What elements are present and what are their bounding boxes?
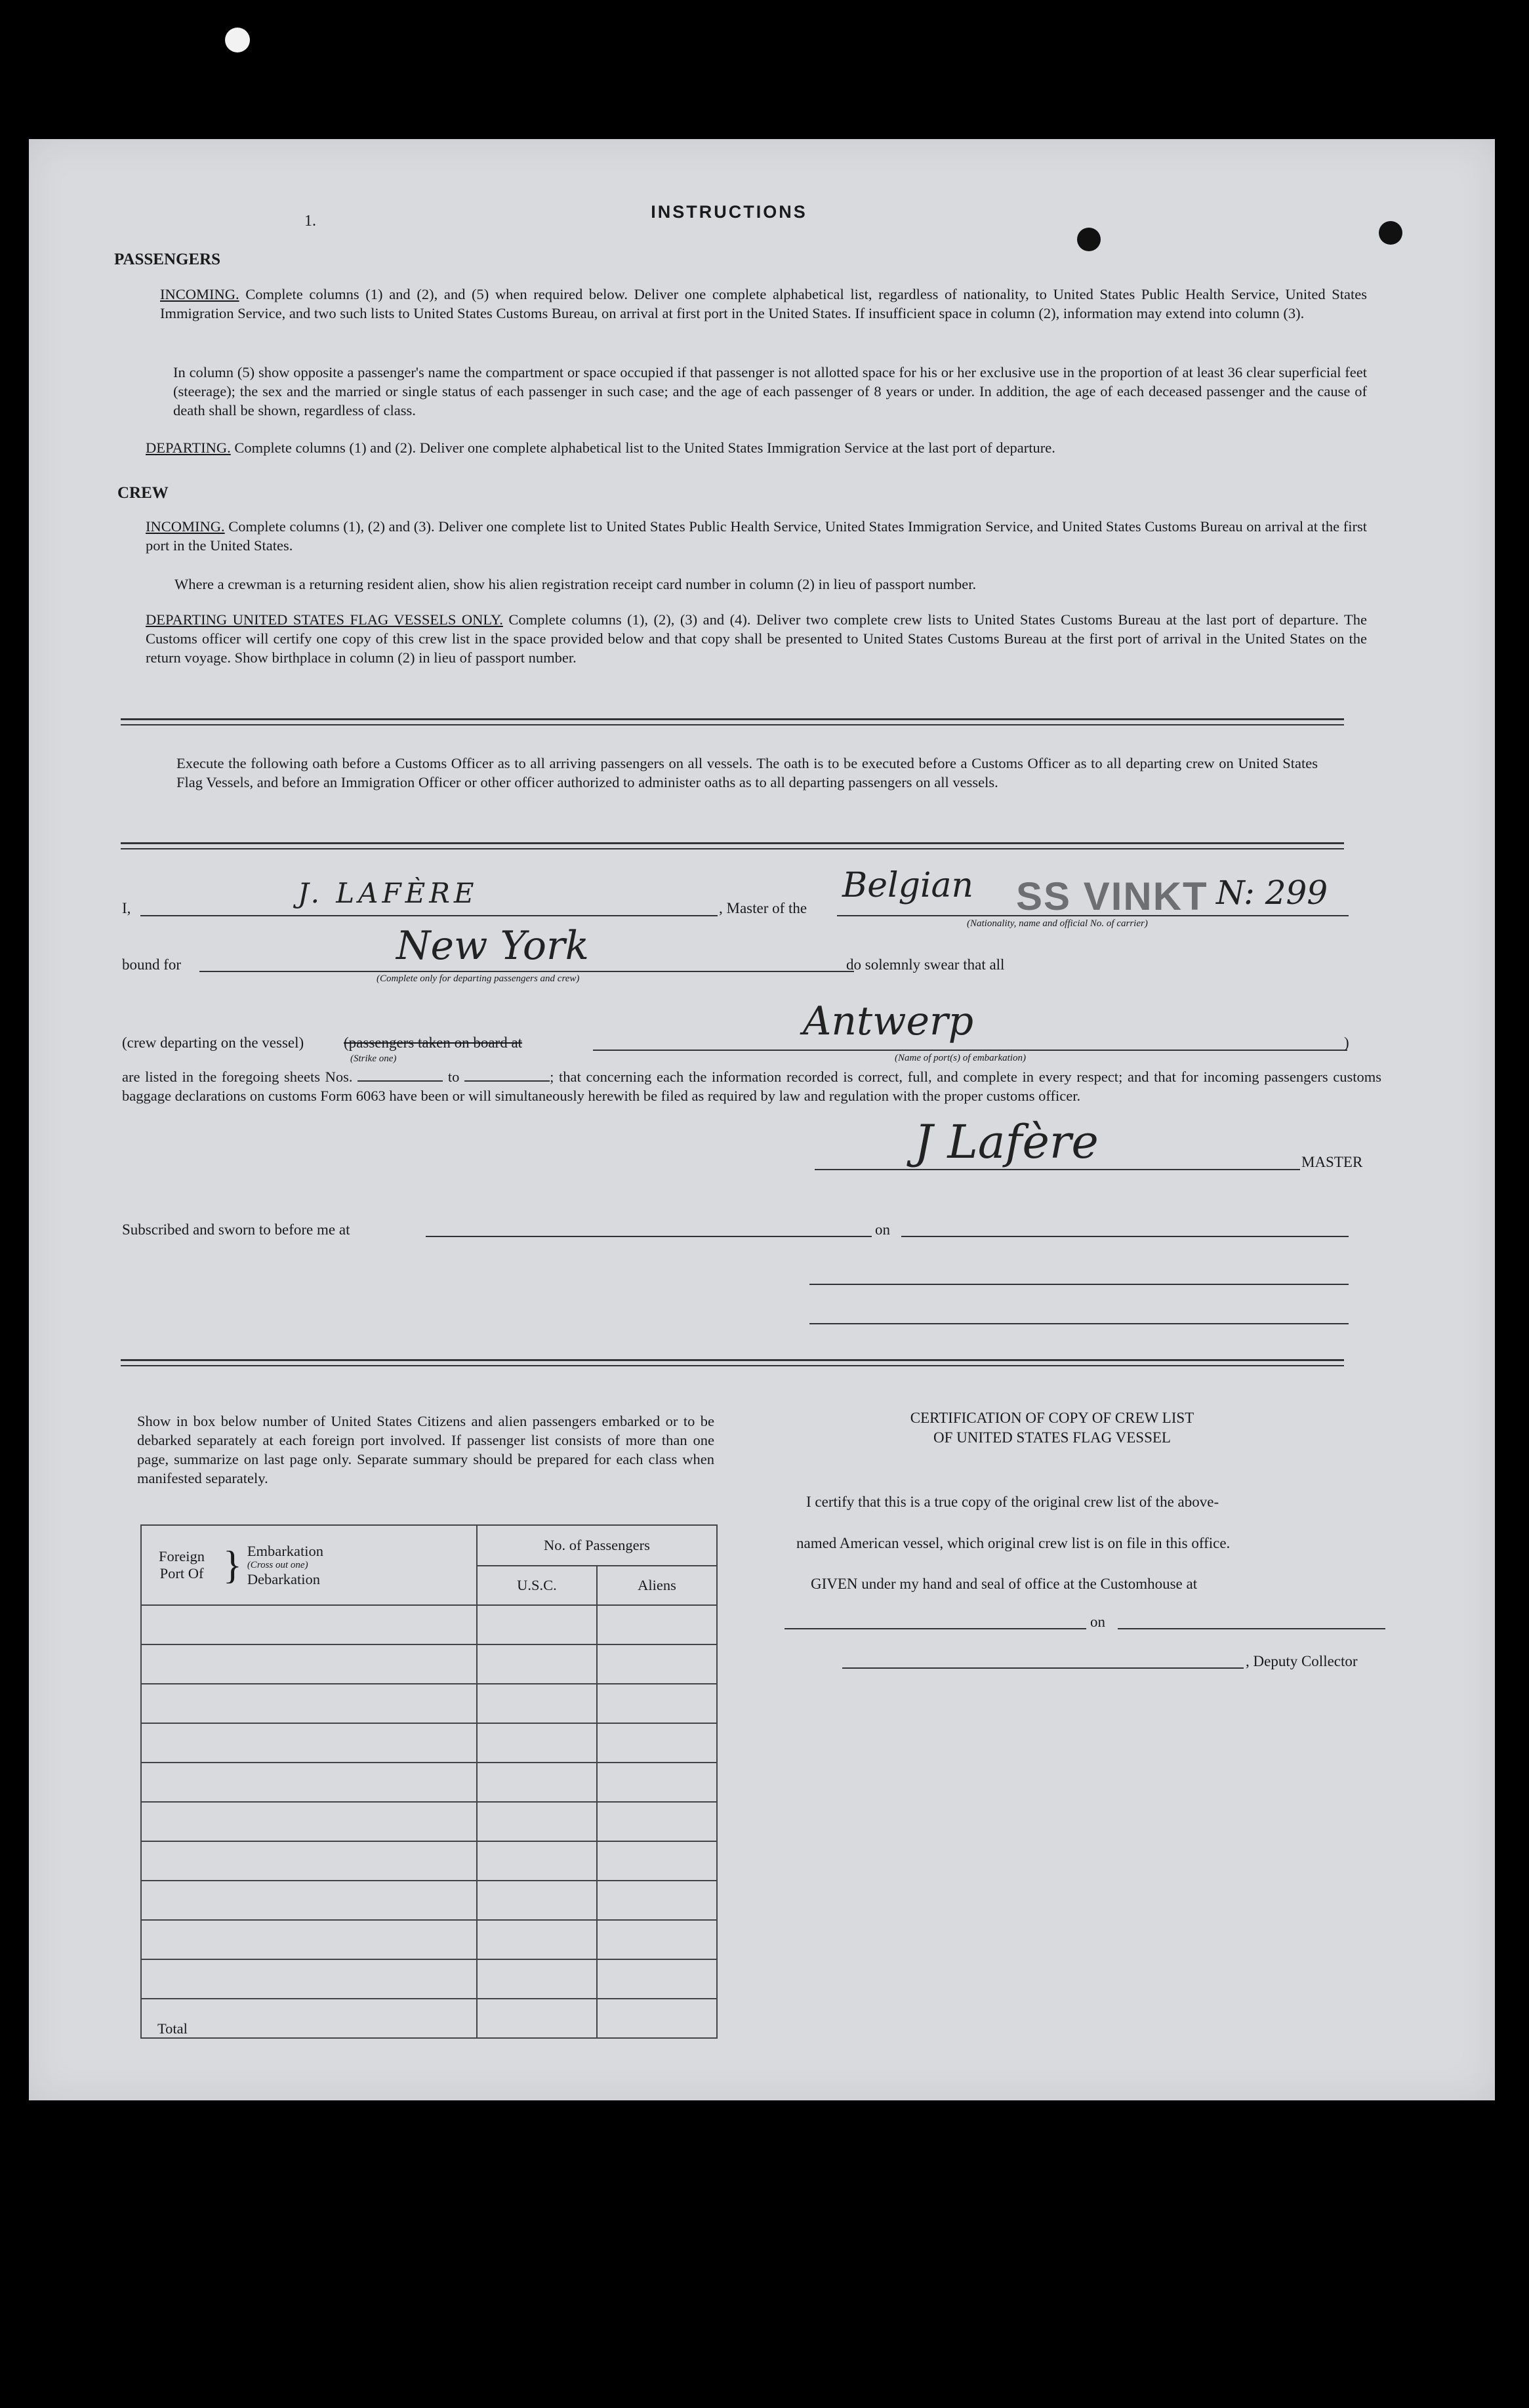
bound-for-value: New York bbox=[396, 923, 589, 969]
departing-text: Complete columns (1) and (2). Deliver one complete alphabetical list to the United States Immigration Service at the last port of departure. bbox=[234, 439, 1055, 456]
deputy-label: , Deputy Collector bbox=[1246, 1653, 1358, 1669]
master-label: MASTER bbox=[1301, 1154, 1363, 1170]
cross-out-label: (Cross out one) bbox=[247, 1559, 308, 1570]
table-row[interactable] bbox=[141, 1763, 717, 1802]
port-value: Antwerp bbox=[803, 998, 974, 1044]
oath-intro: Execute the following oath before a Customs Officer as to all arriving passengers on all vessels. The oath is to be executed before a Customs Officer as to all departing crew on United States Flag Vessels, and before an Immigration Officer or other officer authorized to administer oaths as to all departing passengers on all vessels. bbox=[176, 755, 1318, 790]
close-paren: ) bbox=[1344, 1034, 1349, 1051]
subscribed-label: Subscribed and sworn to before me at bbox=[122, 1221, 350, 1238]
certification-title-line2: OF UNITED STATES FLAG VESSEL bbox=[933, 1429, 1171, 1446]
brace: } bbox=[223, 1543, 242, 1587]
foreign-port-label: Foreign Port Of bbox=[159, 1548, 205, 1582]
total-row[interactable] bbox=[141, 1999, 717, 2038]
divider bbox=[121, 718, 1344, 725]
crew-incoming-label: INCOMING. bbox=[146, 518, 225, 535]
customhouse-line[interactable] bbox=[785, 1628, 1086, 1629]
sheets-from-blank[interactable] bbox=[357, 1080, 443, 1082]
official-number: N: 299 bbox=[1216, 874, 1328, 912]
punch-mark bbox=[1379, 221, 1402, 245]
departing-label: DEPARTING. bbox=[146, 439, 231, 456]
divider bbox=[121, 842, 1344, 849]
passengers-incoming bbox=[160, 285, 1367, 323]
oath-i-label: I, bbox=[122, 900, 131, 916]
subscribed-place-line[interactable] bbox=[426, 1236, 872, 1237]
passengers-column5: In column (5) show opposite a passenger's name the compartment or space occupied if that passenger is not allotted space for his or her exclusive use in the proportion of at least 36 clear superficial feet (steerage); the sex and the married or single status of each passenger in such case; and the age of each passenger of 8 years or under. In addition, the age of each deceased passenger and the cause of death shall be shown, regardless of class. bbox=[173, 364, 1367, 418]
usc-header: U.S.C. bbox=[477, 1566, 597, 1605]
deputy-signature-line[interactable] bbox=[842, 1667, 1244, 1669]
crew-heading: CREW bbox=[117, 484, 169, 502]
port-caption: (Name of port(s) of embarkation) bbox=[895, 1053, 1026, 1063]
table-row[interactable] bbox=[141, 1605, 717, 1644]
document-page bbox=[29, 139, 1495, 2100]
incoming-text: Complete columns (1) and (2), and (5) when required below. Deliver one complete alphabetical list, regardless of nationality, to United States Public Health Service, United States Immigration Service, and two such lists to United States Customs Bureau, on arrival at first port in the United States. If insufficient space in column (2), information may extend into column (3). bbox=[160, 286, 1368, 321]
master-of-label: , Master of the bbox=[719, 900, 807, 916]
page-title: INSTRUCTIONS bbox=[651, 202, 807, 222]
sheets-to-blank[interactable] bbox=[464, 1080, 550, 1082]
strike-caption: (Strike one) bbox=[350, 1053, 397, 1064]
certification-title bbox=[803, 1408, 1301, 1448]
certification-title-line1: CERTIFICATION OF COPY OF CREW LIST bbox=[910, 1410, 1194, 1426]
table-row[interactable] bbox=[141, 1723, 717, 1763]
table-row[interactable] bbox=[141, 1959, 717, 1999]
passenger-summary-table bbox=[140, 1524, 718, 2039]
crew-incoming-text: Complete columns (1), (2) and (3). Deliver one complete list to United States Public Health Service, United States Immigration Service, and United States Customs Bureau on arrival at the first port in the United States. bbox=[146, 518, 1368, 554]
sheets-line bbox=[122, 1067, 1381, 1105]
subscribed-on-label: on bbox=[875, 1221, 890, 1238]
crew-departing-text: Complete columns (1), (2), (3) and (4). Deliver two complete crew lists to United States Customs Bureau at the last port of departure. The Customs officer will certify one copy of this crew list in the space provided below and that copy shall be presented to United States Customs Bureau at the first port of arrival in the United States on the return voyage. Show birthplace in column (2) in lieu of passport number. bbox=[146, 611, 1368, 666]
table-row[interactable] bbox=[141, 1802, 717, 1841]
passengers-option-struck: (passengers taken on board at bbox=[344, 1034, 523, 1051]
swear-text: do solemnly swear that all bbox=[846, 956, 1005, 973]
sheet-number: 1. bbox=[304, 213, 316, 230]
aliens-header: Aliens bbox=[597, 1566, 717, 1605]
port-line bbox=[593, 1050, 1347, 1051]
crew-resident: Where a crewman is a returning resident alien, show his alien registration receipt card number in column (2) in lieu of passport number. bbox=[174, 576, 977, 592]
sheets-text-2: ; that concerning each the information recorded is correct, full, and complete in every respect; bbox=[550, 1069, 1123, 1085]
bound-caption: (Complete only for departing passengers and crew) bbox=[377, 973, 580, 984]
debarkation-label: Debarkation bbox=[247, 1570, 321, 1587]
sheets-to-label: to bbox=[447, 1069, 460, 1085]
bound-for-label: bound for bbox=[122, 956, 182, 973]
crew-departing bbox=[146, 610, 1367, 667]
carrier-caption: (Nationality, name and official No. of carrier) bbox=[967, 918, 1148, 929]
officer-signature-line[interactable] bbox=[809, 1284, 1349, 1285]
embarkation-label: Embarkation bbox=[247, 1542, 324, 1559]
total-label: Total bbox=[141, 1999, 477, 2038]
bound-for-line bbox=[199, 971, 854, 972]
passengers-departing bbox=[146, 438, 1379, 457]
crew-incoming bbox=[146, 517, 1367, 555]
table-row[interactable] bbox=[141, 1881, 717, 1920]
vessel-stamp: SS VINKT bbox=[1016, 874, 1208, 918]
no-passengers-header: No. of Passengers bbox=[477, 1525, 717, 1566]
officer-title-line[interactable] bbox=[809, 1323, 1349, 1324]
bleed-through bbox=[888, 506, 1347, 2015]
incoming-label: INCOMING. bbox=[160, 286, 239, 302]
certification-date-line[interactable] bbox=[1118, 1628, 1385, 1629]
subscribed-date-line[interactable] bbox=[901, 1236, 1349, 1237]
passengers-heading: PASSENGERS bbox=[114, 251, 221, 268]
sheets-text-1: are listed in the foregoing sheets Nos. bbox=[122, 1069, 353, 1085]
certification-text-2: named American vessel, which original crew list is on file in this office. bbox=[796, 1535, 1231, 1551]
port-header bbox=[141, 1525, 477, 1605]
master-signature-line bbox=[815, 1169, 1300, 1170]
master-signature: J Lafère bbox=[914, 1115, 1099, 1169]
punch-mark bbox=[1077, 228, 1101, 251]
nationality-value: Belgian bbox=[842, 866, 974, 905]
table-row[interactable] bbox=[141, 1684, 717, 1723]
table-row[interactable] bbox=[141, 1920, 717, 1959]
sheets-text-3: and that for incoming passengers customs baggage declarations on customs Form 6063 have been or will simultaneously herewith be filed as required by law and regulation with the proper customs officer. bbox=[122, 1069, 1382, 1104]
divider bbox=[121, 1359, 1344, 1366]
punch-hole bbox=[225, 28, 250, 52]
crew-departing-label: DEPARTING UNITED STATES FLAG VESSELS ONLY. bbox=[146, 611, 503, 628]
table-row[interactable] bbox=[141, 1644, 717, 1684]
certification-text-3: GIVEN under my hand and seal of office at the Customhouse at bbox=[811, 1576, 1198, 1592]
master-name-line bbox=[140, 915, 718, 916]
crew-departing-option: (crew departing on the vessel) bbox=[122, 1034, 304, 1051]
master-name: J. LAFÈRE bbox=[298, 877, 478, 909]
table-row[interactable] bbox=[141, 1841, 717, 1881]
certification-text-1: I certify that this is a true copy of the original crew list of the above- bbox=[806, 1494, 1219, 1510]
summary-intro: Show in box below number of United States Citizens and alien passengers embarked or to be debarked separately at each foreign port involved. If passenger list consists of more than one page, summarize on last page only. Separate summary should be prepared for each class when manifested separately. bbox=[137, 1413, 714, 1486]
certification-on-label: on bbox=[1090, 1614, 1105, 1630]
